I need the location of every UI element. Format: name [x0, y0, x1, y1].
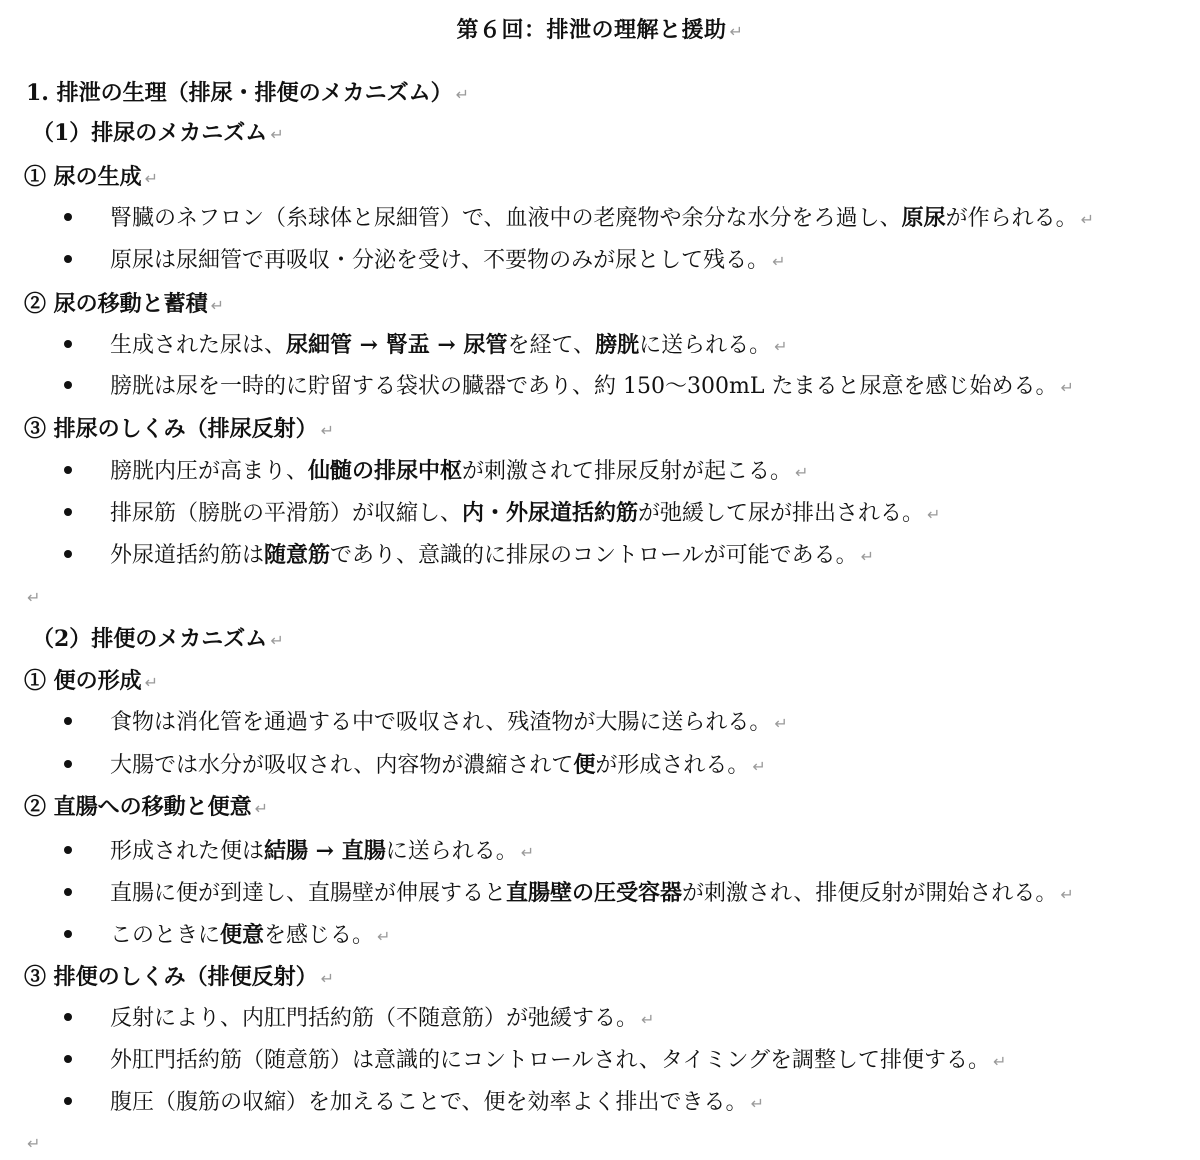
paragraph-mark: ↵: [752, 757, 766, 776]
bullet-item: [64, 920, 390, 952]
bullet-item: [64, 372, 1074, 403]
bold-term: 仙髄の排尿中枢: [308, 458, 463, 484]
section-heading-text: 1. 排泄の生理（排尿・排便のメカニズム）: [26, 80, 453, 106]
bold-term: 膀胱: [595, 332, 640, 358]
bullet-item: [64, 1046, 1006, 1077]
bullet-item: [64, 836, 534, 868]
bullet-dot-icon: [64, 466, 72, 474]
text-run: 反射により、内肛門括約筋（不随意筋）が弛緩する。: [110, 1006, 639, 1031]
subsection-heading: [32, 624, 284, 656]
paragraph-mark: ↵: [27, 1134, 41, 1153]
item-heading-text: ① 便の形成: [24, 668, 142, 694]
bullet-dot-icon: [64, 213, 72, 221]
text-run: 膀胱は尿を一時的に貯留する袋状の臓器であり、約 150～300mL たまると尿意を感じ始める。: [110, 374, 1058, 399]
bullet-item: [64, 750, 766, 782]
item-heading: [24, 962, 334, 994]
text-run: 生成された尿は、: [110, 333, 287, 358]
item-heading: [24, 162, 158, 194]
text-run: 排尿筋（膀胱の平滑筋）が収縮し、: [110, 501, 463, 526]
text-run: であり、意識的に排尿のコントロールが可能である。: [330, 543, 858, 568]
bullet-dot-icon: [64, 888, 72, 896]
bullet-item: [64, 540, 874, 572]
paragraph-mark: ↵: [774, 337, 788, 356]
text-run: が刺激され、排便反射が開始される。: [682, 881, 1058, 906]
paragraph-mark: ↵: [144, 169, 159, 188]
item-heading-text: ③ 排尿のしくみ（排尿反射）: [24, 416, 318, 442]
bullet-dot-icon: [64, 846, 72, 854]
paragraph-mark: ↵: [270, 631, 284, 650]
bullet-dot-icon: [64, 760, 72, 768]
paragraph-mark: ↵: [750, 1094, 764, 1113]
text-run: このときに: [110, 923, 221, 948]
section-heading: [26, 78, 469, 110]
text-run: が刺激されて排尿反射が起こる。: [462, 459, 793, 484]
text-run: が形成される。: [595, 753, 750, 778]
subsection-heading-text: （1）排尿のメカニズム: [32, 120, 268, 146]
paragraph-mark: ↵: [377, 927, 391, 946]
bold-term: 尿細管 → 腎盂 → 尿管: [286, 332, 508, 358]
text-run: 腎臓のネフロン（糸球体と尿細管）で、血液中の老廃物や余分な水分をろ過し、: [110, 206, 902, 231]
text-run: 食物は消化管を通過する中で吸収され、残渣物が大腸に送られる。: [110, 710, 772, 735]
bullet-dot-icon: [64, 1055, 72, 1063]
text-run: に送られる。: [639, 333, 772, 358]
bullet-dot-icon: [64, 1097, 72, 1105]
bold-term: 便意: [220, 922, 265, 948]
item-heading: [24, 666, 158, 698]
paragraph-mark: ↵: [27, 588, 41, 607]
item-heading: [24, 792, 268, 824]
paragraph-mark: ↵: [993, 1052, 1007, 1071]
text-run: に送られる。: [385, 839, 518, 864]
bullet-dot-icon: [64, 1013, 72, 1021]
paragraph-mark: ↵: [270, 125, 284, 144]
bold-term: 直腸壁の圧受容器: [506, 880, 683, 906]
bold-term: 結腸 → 直腸: [264, 838, 386, 864]
text-run: 直腸に便が到達し、直腸壁が伸展すると: [110, 881, 507, 906]
bullet-dot-icon: [64, 508, 72, 516]
text-run: 外肛門括約筋（随意筋）は意識的にコントロールされ、タイミングを調整して排便する。: [110, 1048, 991, 1073]
bullet-item: [64, 330, 788, 362]
paragraph-mark: ↵: [455, 85, 470, 104]
paragraph-mark: ↵: [641, 1010, 655, 1029]
item-heading: [24, 414, 334, 446]
paragraph-mark: ↵: [772, 252, 786, 271]
bullet-dot-icon: [64, 381, 72, 389]
subsection-heading: [32, 118, 284, 150]
bullet-item: [64, 1088, 764, 1119]
paragraph-mark: ↵: [520, 843, 535, 862]
empty-paragraph: [24, 1128, 40, 1159]
paragraph-mark: ↵: [320, 421, 335, 440]
item-heading-text: ① 尿の生成: [24, 164, 142, 190]
paragraph-mark: ↵: [774, 714, 788, 733]
paragraph-mark: ↵: [1060, 378, 1074, 397]
item-heading-text: ② 直腸への移動と便意: [24, 794, 252, 820]
paragraph-mark: ↵: [254, 799, 269, 818]
text-run: 膀胱内圧が高まり、: [110, 459, 309, 484]
bullet-dot-icon: [64, 930, 72, 938]
bullet-dot-icon: [64, 717, 72, 725]
text-run: 大腸では水分が吸収され、内容物が濃縮されて: [110, 753, 574, 778]
document-title: 第６回：排泄の理解と援助 ↵: [456, 17, 744, 43]
bullet-item: [64, 203, 1094, 235]
text-run: が作られる。: [945, 206, 1078, 231]
subsection-heading-text: （2）排便のメカニズム: [32, 626, 268, 652]
bullet-dot-icon: [64, 255, 72, 263]
paragraph-mark: ↵: [729, 22, 744, 41]
paragraph-mark: ↵: [320, 969, 335, 988]
bullet-item: [64, 498, 940, 530]
text-run: を経て、: [507, 333, 596, 358]
item-heading: [24, 289, 224, 321]
text-run: 原尿は尿細管で再吸収・分泌を受け、不要物のみが尿として残る。: [110, 248, 770, 273]
bullet-item: [64, 1004, 654, 1035]
bullet-item: [64, 456, 808, 488]
bold-term: 便: [573, 752, 596, 778]
empty-paragraph: [24, 582, 40, 613]
bold-term: 原尿: [901, 205, 946, 231]
text-run: 外尿道括約筋は: [110, 543, 265, 568]
text-run: 腹圧（腹筋の収縮）を加えることで、便を効率よく排出できる。: [110, 1090, 748, 1115]
paragraph-mark: ↵: [795, 463, 809, 482]
bullet-item: [64, 708, 788, 739]
bullet-item: [64, 878, 1074, 910]
bullet-item: [64, 246, 786, 277]
text-run: を感じる。: [264, 923, 375, 948]
bullet-dot-icon: [64, 340, 72, 348]
bold-term: 随意筋: [264, 542, 331, 568]
text-run: が弛緩して尿が排出される。: [638, 501, 925, 526]
paragraph-mark: ↵: [1080, 210, 1095, 229]
bold-term: 内・外尿道括約筋: [462, 500, 639, 526]
paragraph-mark: ↵: [1060, 885, 1074, 904]
paragraph-mark: ↵: [210, 296, 225, 315]
bullet-dot-icon: [64, 550, 72, 558]
paragraph-mark: ↵: [144, 673, 159, 692]
paragraph-mark: ↵: [860, 547, 874, 566]
item-heading-text: ② 尿の移動と蓄積: [24, 291, 208, 317]
item-heading-text: ③ 排便のしくみ（排便反射）: [24, 964, 318, 990]
paragraph-mark: ↵: [927, 505, 941, 524]
text-run: 形成された便は: [110, 839, 265, 864]
